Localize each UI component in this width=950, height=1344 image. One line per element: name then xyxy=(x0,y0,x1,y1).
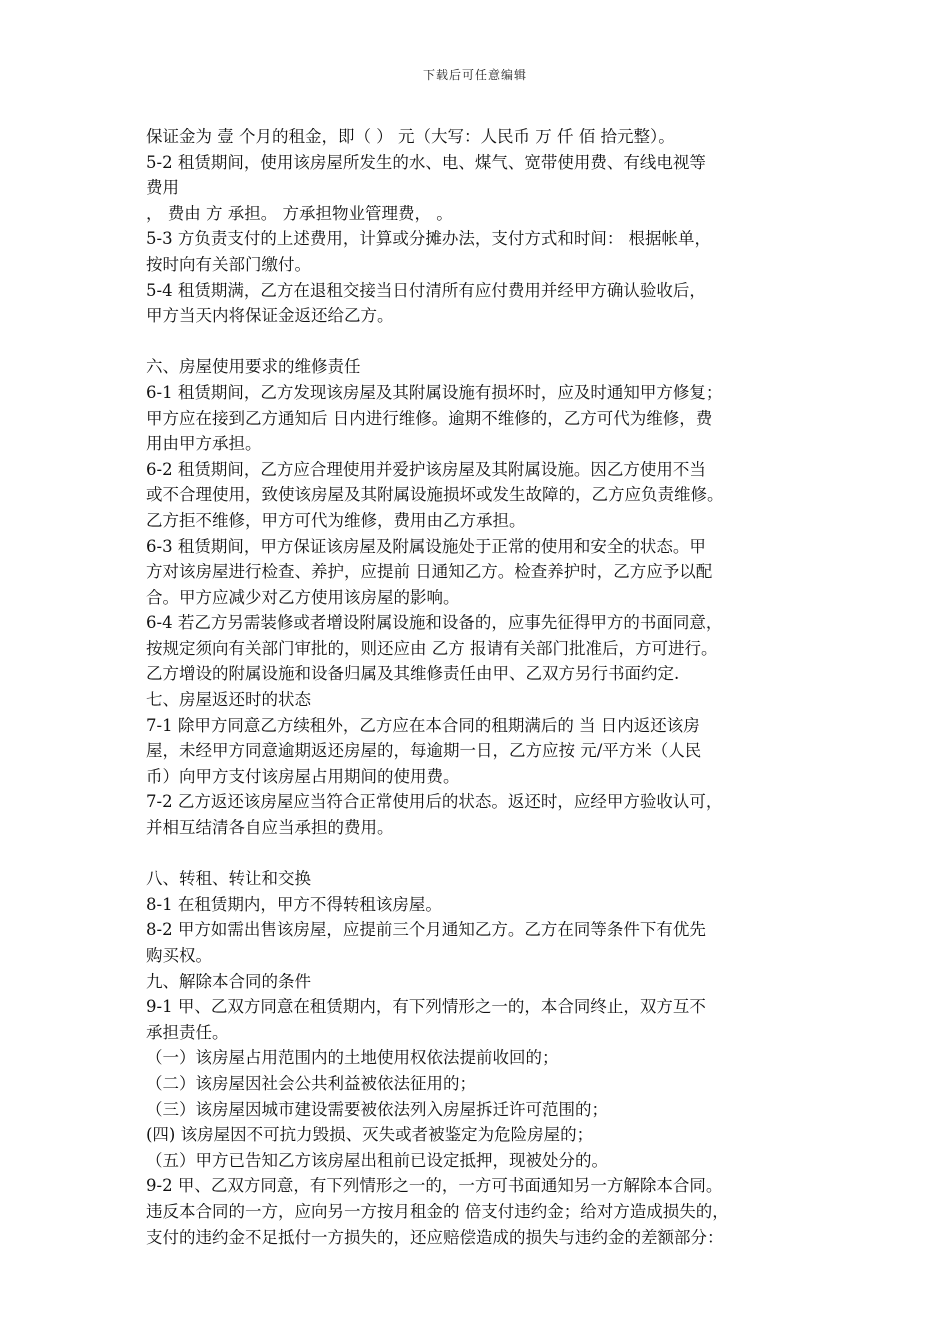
text-line: 屋，未经甲方同意逾期返还房屋的，每逾期一日，乙方应按 元/平方米（人民 xyxy=(146,741,702,761)
text-line: （二）该房屋因社会公共利益被依法征用的； xyxy=(146,1073,476,1093)
text-line: 币）向甲方支付该房屋占用期间的使用费。 xyxy=(146,766,460,786)
blank-line xyxy=(146,841,826,867)
text-line: 甲方当天内将保证金返还给乙方。 xyxy=(146,306,394,326)
text-line: 或不合理使用，致使该房屋及其附属设施损坏或发生故障的，乙方应负责维修。 xyxy=(146,485,724,505)
text-line: （三）该房屋因城市建设需要被依法列入房屋拆迁许可范围的； xyxy=(146,1099,608,1119)
text-line: 乙方增设的附属设施和设备归属及其维修责任由甲、乙双方另行书面约定. xyxy=(146,664,680,684)
text-line: 乙方拒不维修，甲方可代为维修，费用由乙方承担。 xyxy=(146,510,526,530)
text-line: 合。甲方应减少对乙方使用该房屋的影响。 xyxy=(146,587,460,607)
text-line: 按规定须向有关部门审批的，则还应由 乙方 报请有关部门批准后，方可进行。 xyxy=(146,638,718,658)
text-line: 费用 xyxy=(146,178,179,198)
text-line: 违反本合同的一方，应向另一方按月租金的 倍支付违约金；给对方造成损失的， xyxy=(146,1201,729,1221)
text-line: 5-3 方负责支付的上述费用，计算或分摊办法，支付方式和时间： 根据帐单， xyxy=(146,229,712,249)
text-line: 六、房屋使用要求的维修责任 xyxy=(146,357,361,377)
text-line: 9-2 甲、乙双方同意，有下列情形之一的，一方可书面通知另一方解除本合同。 xyxy=(146,1176,723,1196)
text-line: 5-2 租赁期间，使用该房屋所发生的水、电、煤气、宽带使用费、有线电视等 xyxy=(146,152,706,172)
text-line: 按时向有关部门缴付。 xyxy=(146,254,311,274)
text-line: 9-1 甲、乙双方同意在租赁期内，有下列情形之一的，本合同终止，双方互不 xyxy=(146,997,706,1017)
text-line: 并相互结清各自应当承担的费用。 xyxy=(146,818,394,838)
text-line: 支付的违约金不足抵付一方损失的，还应赔偿造成的损失与违约金的差额部分： xyxy=(146,1227,724,1247)
text-line: 保证金为 壹 个月的租金，即（ ） 元（大写：人民币 万 仟 佰 拾元整）。 xyxy=(146,127,675,146)
text-line: 7-1 除甲方同意乙方续租外，乙方应在本合同的租期满后的 当 日内返还该房 xyxy=(146,715,700,735)
text-line: 6-1 租赁期间，乙方发现该房屋及其附属设施有损坏时，应及时通知甲方修复； xyxy=(146,382,723,402)
text-line: 7-2 乙方返还该房屋应当符合正常使用后的状态。返还时，应经甲方验收认可， xyxy=(146,792,723,812)
text-line: 8-2 甲方如需出售该房屋，应提前三个月通知乙方。乙方在同等条件下有优先 xyxy=(146,920,706,940)
text-line: 九、解除本合同的条件 xyxy=(146,971,311,991)
blank-line xyxy=(146,329,826,355)
page-header: 下载后可任意编辑 xyxy=(422,68,527,82)
text-line: （一）该房屋占用范围内的土地使用权依法提前收回的； xyxy=(146,1048,559,1068)
text-line: （五）甲方已告知乙方该房屋出租前已设定抵押，现被处分的。 xyxy=(146,1150,608,1170)
text-line: 8-1 在租赁期内，甲方不得转租该房屋。 xyxy=(146,894,442,914)
text-line: (四) 该房屋因不可抗力毁损、灭失或者被鉴定为危险房屋的； xyxy=(146,1125,594,1145)
text-line: 6-4 若乙方另需装修或者增设附属设施和设备的，应事先征得甲方的书面同意， xyxy=(146,613,723,633)
text-line: 6-3 租赁期间，甲方保证该房屋及附属设施处于正常的使用和安全的状态。甲 xyxy=(146,536,706,556)
contract-body xyxy=(146,124,826,1250)
text-line: 八、转租、转让和交换 xyxy=(146,869,311,889)
text-line: 承担责任。 xyxy=(146,1022,229,1042)
text-line: 购买权。 xyxy=(146,946,212,965)
text-line: 6-2 租赁期间，乙方应合理使用并爱护该房屋及其附属设施。因乙方使用不当 xyxy=(146,459,706,479)
text-line: 用由甲方承担。 xyxy=(146,434,262,454)
text-line: 5-4 租赁期满，乙方在退租交接当日付清所有应付费用并经甲方确认验收后， xyxy=(146,280,706,300)
text-line: 七、房屋返还时的状态 xyxy=(146,690,311,710)
text-line: ， 费由 方 承担。 方承担物业管理费， 。 xyxy=(146,203,453,223)
text-line: 甲方应在接到乙方通知后 日内进行维修。逾期不维修的，乙方可代为维修，费 xyxy=(146,408,713,428)
text-line: 方对该房屋进行检查、养护，应提前 日通知乙方。检查养护时，乙方应予以配 xyxy=(146,562,713,582)
